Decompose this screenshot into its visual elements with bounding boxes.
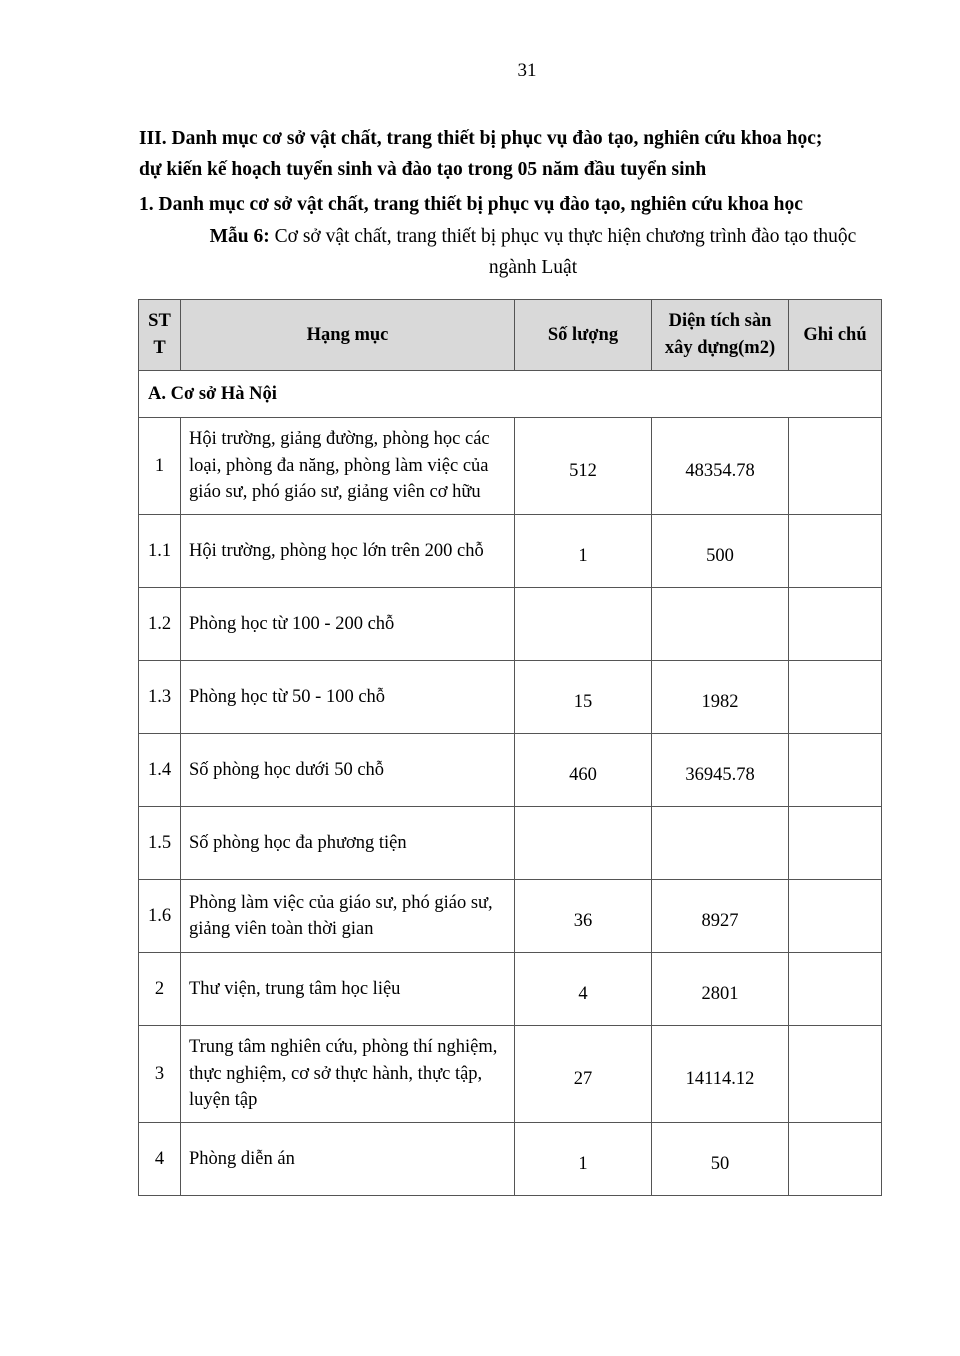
item-cell: Số phòng học đa phương tiện (181, 807, 515, 880)
table-row (139, 880, 882, 953)
item-cell: Phòng học từ 50 - 100 chỗ (181, 661, 515, 734)
stt-cell: 1 (139, 418, 181, 515)
section-a-label: A. Cơ sở Hà Nội (139, 371, 882, 418)
table-header-row (139, 300, 882, 371)
item-cell: Phòng học từ 100 - 200 chỗ (181, 588, 515, 661)
area-cell (652, 807, 789, 880)
section-heading-line-1: III. Danh mục cơ sở vật chất, trang thiết bị phục vụ đào tạo, nghiên cứu khoa học; (139, 128, 823, 149)
quantity-cell: 4 (515, 953, 652, 1026)
table-row (139, 807, 882, 880)
area-cell (652, 588, 789, 661)
caption-text-line-2: ngành Luật (488, 257, 578, 278)
area-cell: 1982 (652, 661, 789, 734)
area-cell: 50 (652, 1123, 789, 1196)
area-cell: 36945.78 (652, 734, 789, 807)
quantity-cell: 27 (515, 1026, 652, 1123)
table-row (139, 661, 882, 734)
quantity-cell: 460 (515, 734, 652, 807)
table-row (139, 515, 882, 588)
item-cell: Thư viện, trung tâm học liệu (181, 953, 515, 1026)
quantity-cell: 512 (515, 418, 652, 515)
stt-cell: 3 (139, 1026, 181, 1123)
area-cell: 2801 (652, 953, 789, 1026)
item-cell: Phòng diễn án (181, 1123, 515, 1196)
area-cell: 14114.12 (652, 1026, 789, 1123)
stt-cell: 2 (139, 953, 181, 1026)
note-cell (789, 734, 882, 807)
note-cell (789, 1123, 882, 1196)
item-cell: Phòng làm việc của giáo sư, phó giáo sư, giảng viên toàn thời gian (181, 880, 515, 953)
note-cell (789, 953, 882, 1026)
quantity-cell: 15 (515, 661, 652, 734)
quantity-cell: 36 (515, 880, 652, 953)
table-row (139, 1026, 882, 1123)
stt-cell: 1.2 (139, 588, 181, 661)
item-cell: Trung tâm nghiên cứu, phòng thí nghiệm, thực nghiệm, cơ sở thực hành, thực tập, luyện tập (181, 1026, 515, 1123)
section-row (139, 371, 882, 418)
header-note: Ghi chú (789, 300, 882, 371)
caption-text-line-1: Cơ sở vật chất, trang thiết bị phục vụ thực hiện chương trình đào tạo thuộc (269, 226, 857, 247)
stt-cell: 1.1 (139, 515, 181, 588)
table-row (139, 734, 882, 807)
area-cell: 8927 (652, 880, 789, 953)
quantity-cell (515, 807, 652, 880)
header-stt: ST T (139, 300, 181, 371)
page-number: 31 (517, 60, 537, 81)
table-caption (139, 226, 927, 248)
header-item: Hạng mục (181, 300, 515, 371)
quantity-cell (515, 588, 652, 661)
facilities-table (138, 299, 882, 1196)
note-cell (789, 807, 882, 880)
header-quantity: Số lượng (515, 300, 652, 371)
table-row (139, 588, 882, 661)
note-cell (789, 418, 882, 515)
stt-cell: 4 (139, 1123, 181, 1196)
table-row (139, 953, 882, 1026)
stt-cell: 1.5 (139, 807, 181, 880)
subsection-heading: 1. Danh mục cơ sở vật chất, trang thiết bị phục vụ đào tạo, nghiên cứu khoa học (139, 194, 803, 215)
area-cell: 48354.78 (652, 418, 789, 515)
stt-cell: 1.3 (139, 661, 181, 734)
stt-cell: 1.6 (139, 880, 181, 953)
item-cell: Hội trường, phòng học lớn trên 200 chỗ (181, 515, 515, 588)
item-cell: Số phòng học dưới 50 chỗ (181, 734, 515, 807)
stt-cell: 1.4 (139, 734, 181, 807)
caption-label: Mẫu 6: (209, 226, 270, 247)
table-row (139, 1123, 882, 1196)
note-cell (789, 661, 882, 734)
section-heading-line-2: dự kiến kế hoạch tuyển sinh và đào tạo trong 05 năm đầu tuyển sinh (139, 159, 707, 180)
header-area: Diện tích sàn xây dựng(m2) (652, 300, 789, 371)
note-cell (789, 1026, 882, 1123)
note-cell (789, 588, 882, 661)
quantity-cell: 1 (515, 515, 652, 588)
table-row (139, 418, 882, 515)
note-cell (789, 880, 882, 953)
quantity-cell: 1 (515, 1123, 652, 1196)
area-cell: 500 (652, 515, 789, 588)
item-cell: Hội trường, giảng đường, phòng học các loại, phòng đa năng, phòng làm việc của giáo sư, phó giáo sư, giảng viên cơ hữu (181, 418, 515, 515)
note-cell (789, 515, 882, 588)
